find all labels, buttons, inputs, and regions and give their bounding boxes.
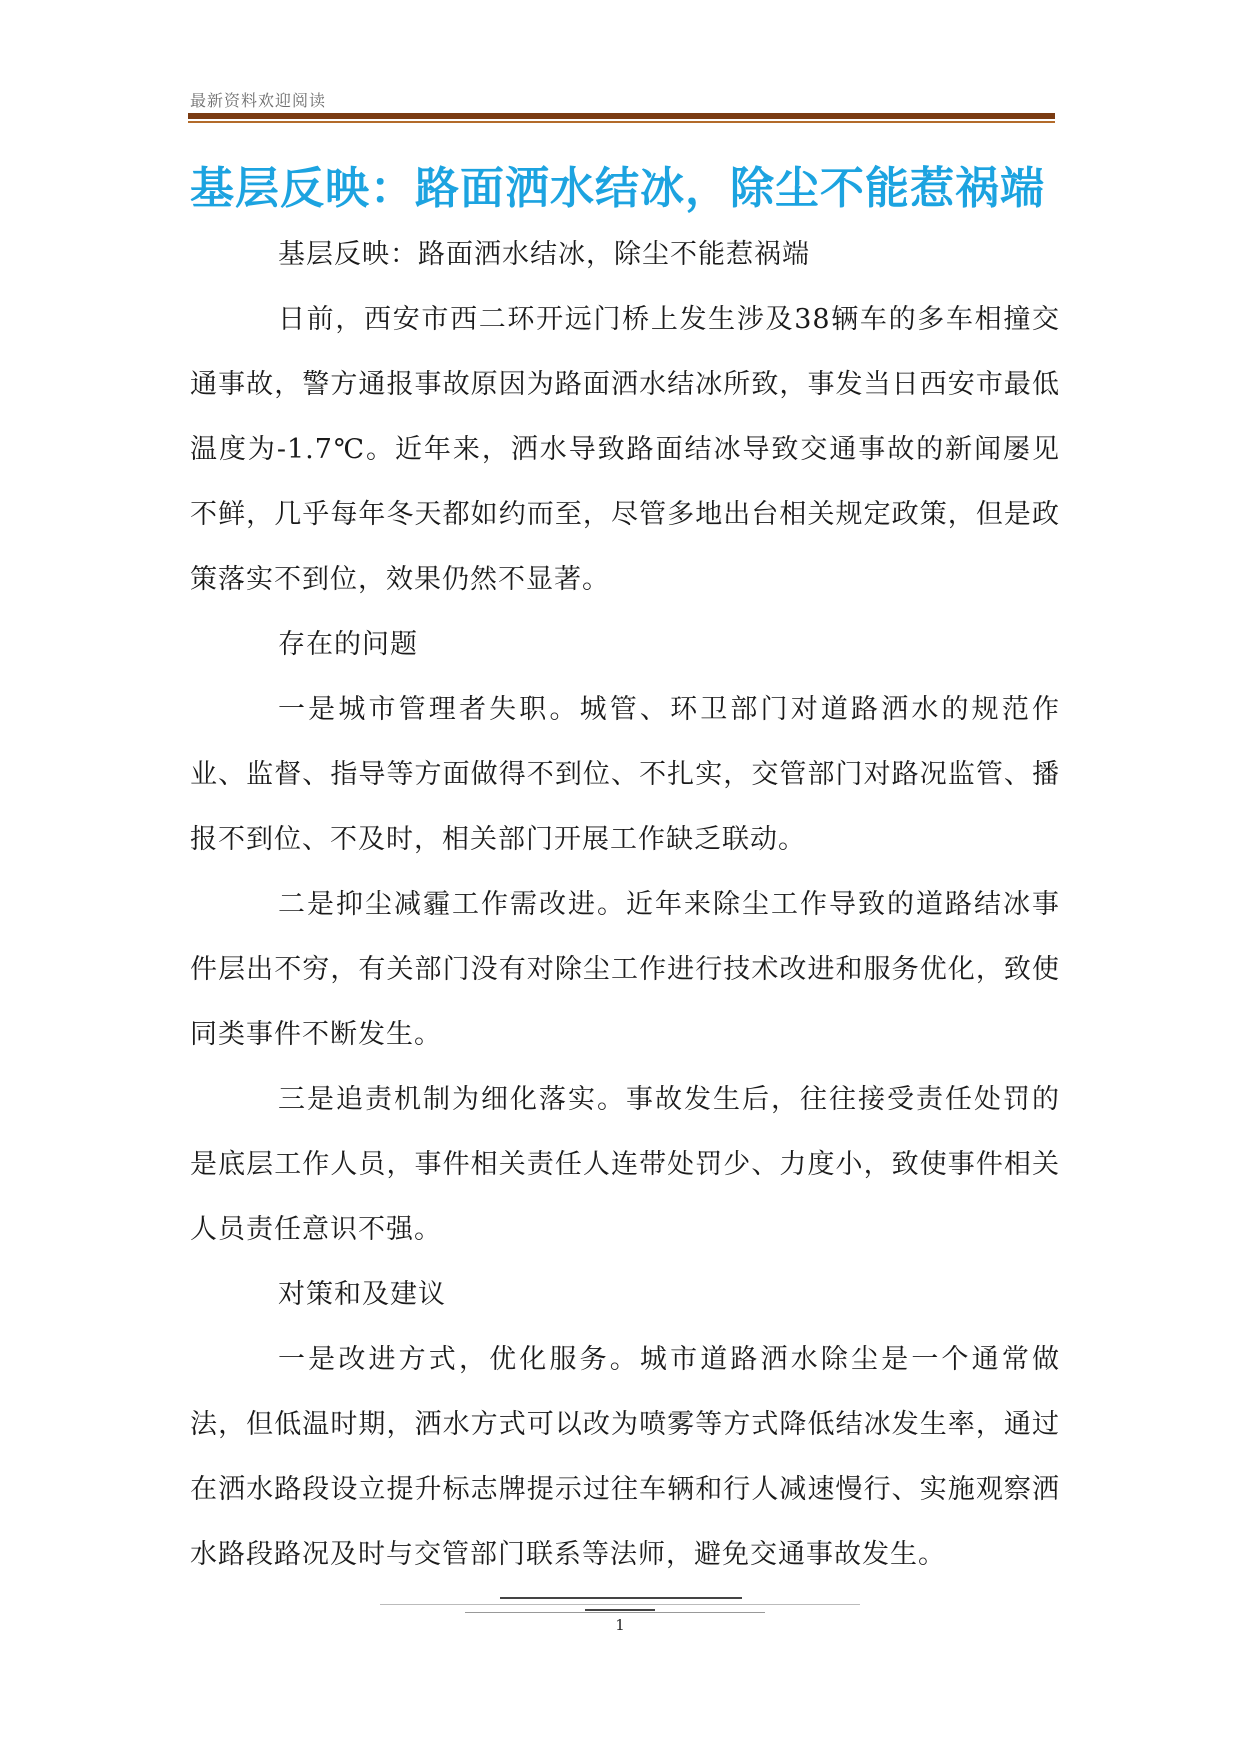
section-heading-suggestions: 对策和及建议 (278, 1279, 446, 1310)
footer-rule (585, 1609, 655, 1611)
paragraph-suggestion-1: 一是改进方式，优化服务。城市道路洒水除尘是一个通常做法，但低温时期，洒水方式可以改为喷雾等方式降低结冰发生率，通过在洒水路段设立提升标志牌提示过往车辆和行人减速慢行、实施观察洒水路段路况及时与交管部门联系等法师，避免交通事故发生。 (190, 1344, 1060, 1570)
paragraph-problem-1: 一是城市管理者失职。城管、环卫部门对道路洒水的规范作业、监督、指导等方面做得不到位、不扎实，交管部门对路况监管、播报不到位、不及时，相关部门开展工作缺乏联动。 (190, 694, 1060, 855)
header-rule (188, 113, 1055, 119)
document-title: 基层反映：路面洒水结冰，除尘不能惹祸端 (190, 163, 1045, 214)
header-rule-accent (188, 121, 1055, 123)
header-label: 最新资料欢迎阅读 (190, 91, 327, 110)
footer-rule (380, 1604, 860, 1605)
paragraph-subtitle: 基层反映：路面洒水结冰，除尘不能惹祸端 (278, 239, 810, 270)
paragraph-problem-3: 三是追责机制为细化落实。事故发生后，往往接受责任处罚的是底层工作人员，事件相关责任人连带处罚少、力度小，致使事件相关人员责任意识不强。 (190, 1084, 1060, 1245)
page-number: 1 (615, 1616, 625, 1634)
document-body (190, 222, 1060, 1587)
section-heading-problems: 存在的问题 (278, 629, 418, 660)
footer-rule (500, 1597, 742, 1599)
paragraph-problem-2: 二是抑尘减霾工作需改进。近年来除尘工作导致的道路结冰事件层出不穷，有关部门没有对除尘工作进行技术改进和服务优化，致使同类事件不断发生。 (190, 889, 1060, 1050)
footer-rule (465, 1612, 765, 1613)
paragraph-intro: 日前，西安市西二环开远门桥上发生涉及38辆车的多车相撞交通事故，警方通报事故原因为路面洒水结冰所致，事发当日西安市最低温度为-1.7℃。近年来，洒水导致路面结冰导致交通事故的新闻屡见不鲜，几乎每年冬天都如约而至，尽管多地出台相关规定政策，但是政策落实不到位，效果仍然不显著。 (190, 304, 1060, 595)
